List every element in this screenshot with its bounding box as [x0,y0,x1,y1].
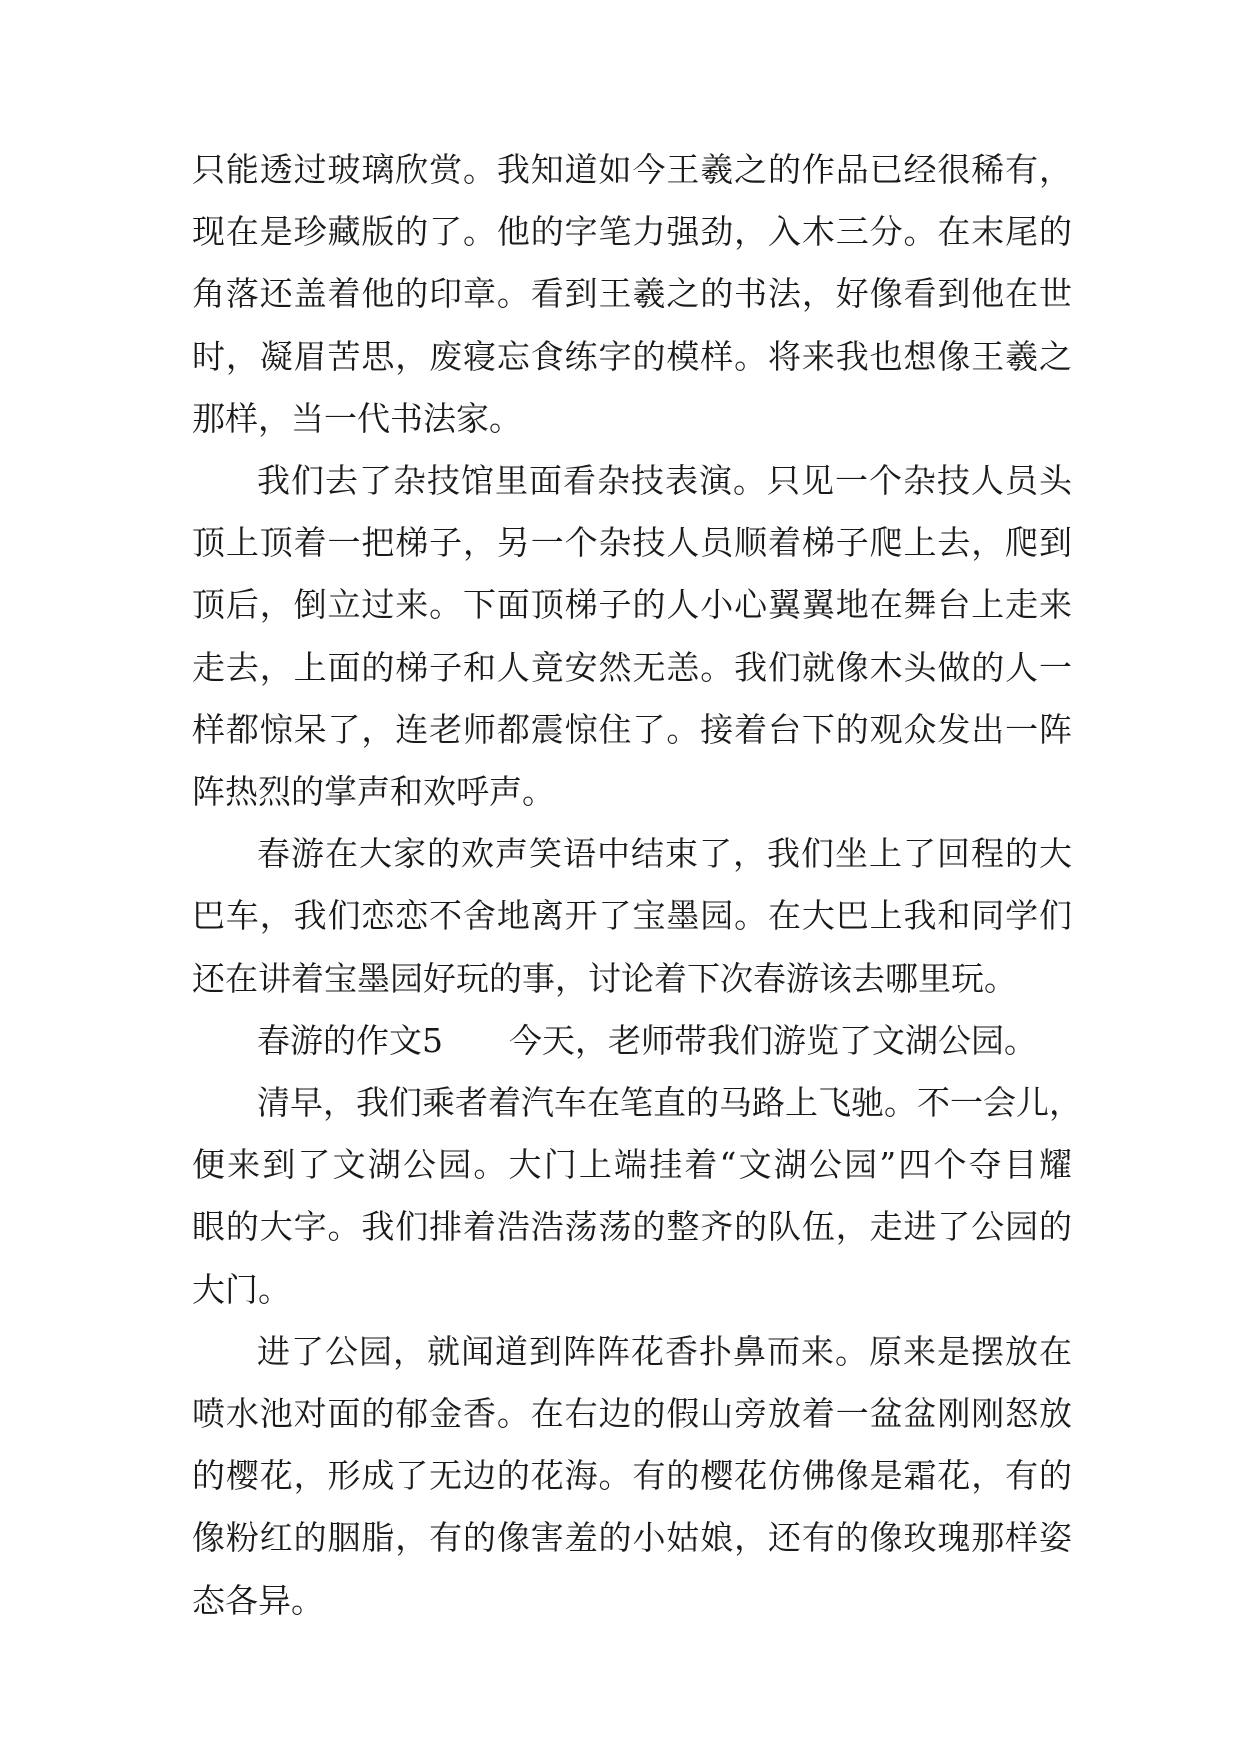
text-line: 喷水池对面的郁金香。在右边的假山旁放着一盆盆刚刚怒放 [192,1394,1072,1433]
text-line: 顶上顶着一把梯子，另一个杂技人员顺着梯子爬上去，爬到 [192,523,1072,563]
text-line: 那样，当一代书法家。 [192,398,522,438]
text-line: 只能透过玻璃欣赏。我知道如今王羲之的作品已经很稀有， [192,150,1072,189]
text-line: 还在讲着宝墨园好玩的事，讨论着下次春游该去哪里玩。 [192,958,1017,998]
section-first-sentence: 今天，老师带我们游览了文湖公园。 [509,1020,1037,1060]
text-line: 便来到了文湖公园。大门上端挂着“文湖公园”四个夺目耀 [192,1145,1072,1185]
text-line: 走去，上面的梯子和人竟安然无恙。我们就像木头做的人一 [192,647,1072,687]
text-line: 现在是珍藏版的了。他的字笔力强劲，入木三分。在末尾的 [192,212,1072,252]
text-line: 态各异。 [192,1580,324,1620]
text-line: 清早，我们乘者着汽车在笔直的马路上飞驰。不一会儿， [257,1083,1082,1122]
text-line: 巴车，我们恋恋不舍地离开了宝墨园。在大巴上我和同学们 [192,896,1072,936]
section-heading-line [257,1016,1072,1066]
text-line: 的樱花，形成了无边的花海。有的樱花仿佛像是霜花，有的 [192,1456,1072,1496]
text-line: 角落还盖着他的印章。看到王羲之的书法，好像看到他在世 [192,274,1072,314]
text-line: 样都惊呆了，连老师都震惊住了。接着台下的观众发出一阵 [192,709,1072,749]
text-line: 春游在大家的欢声笑语中结束了，我们坐上了回程的大 [257,834,1072,874]
text-line: 大门。 [192,1269,291,1309]
section-heading: 春游的作文5 [257,1020,443,1060]
text-line: 像粉红的胭脂，有的像害羞的小姑娘，还有的像玫瑰那样姿 [192,1518,1072,1558]
text-line: 眼的大字。我们排着浩浩荡荡的整齐的队伍，走进了公园的 [192,1207,1072,1247]
text-line: 顶后，倒立过来。下面顶梯子的人小心翼翼地在舞台上走来 [192,585,1072,625]
text-line: 我们去了杂技馆里面看杂技表演。只见一个杂技人员头 [257,461,1072,500]
text-line: 进了公园，就闻道到阵阵花香扑鼻而来。原来是摆放在 [257,1331,1072,1371]
text-line: 阵热烈的掌声和欢呼声。 [192,772,555,811]
text-line: 时，凝眉苦思，废寝忘食练字的模样。将来我也想像王羲之 [192,336,1072,376]
